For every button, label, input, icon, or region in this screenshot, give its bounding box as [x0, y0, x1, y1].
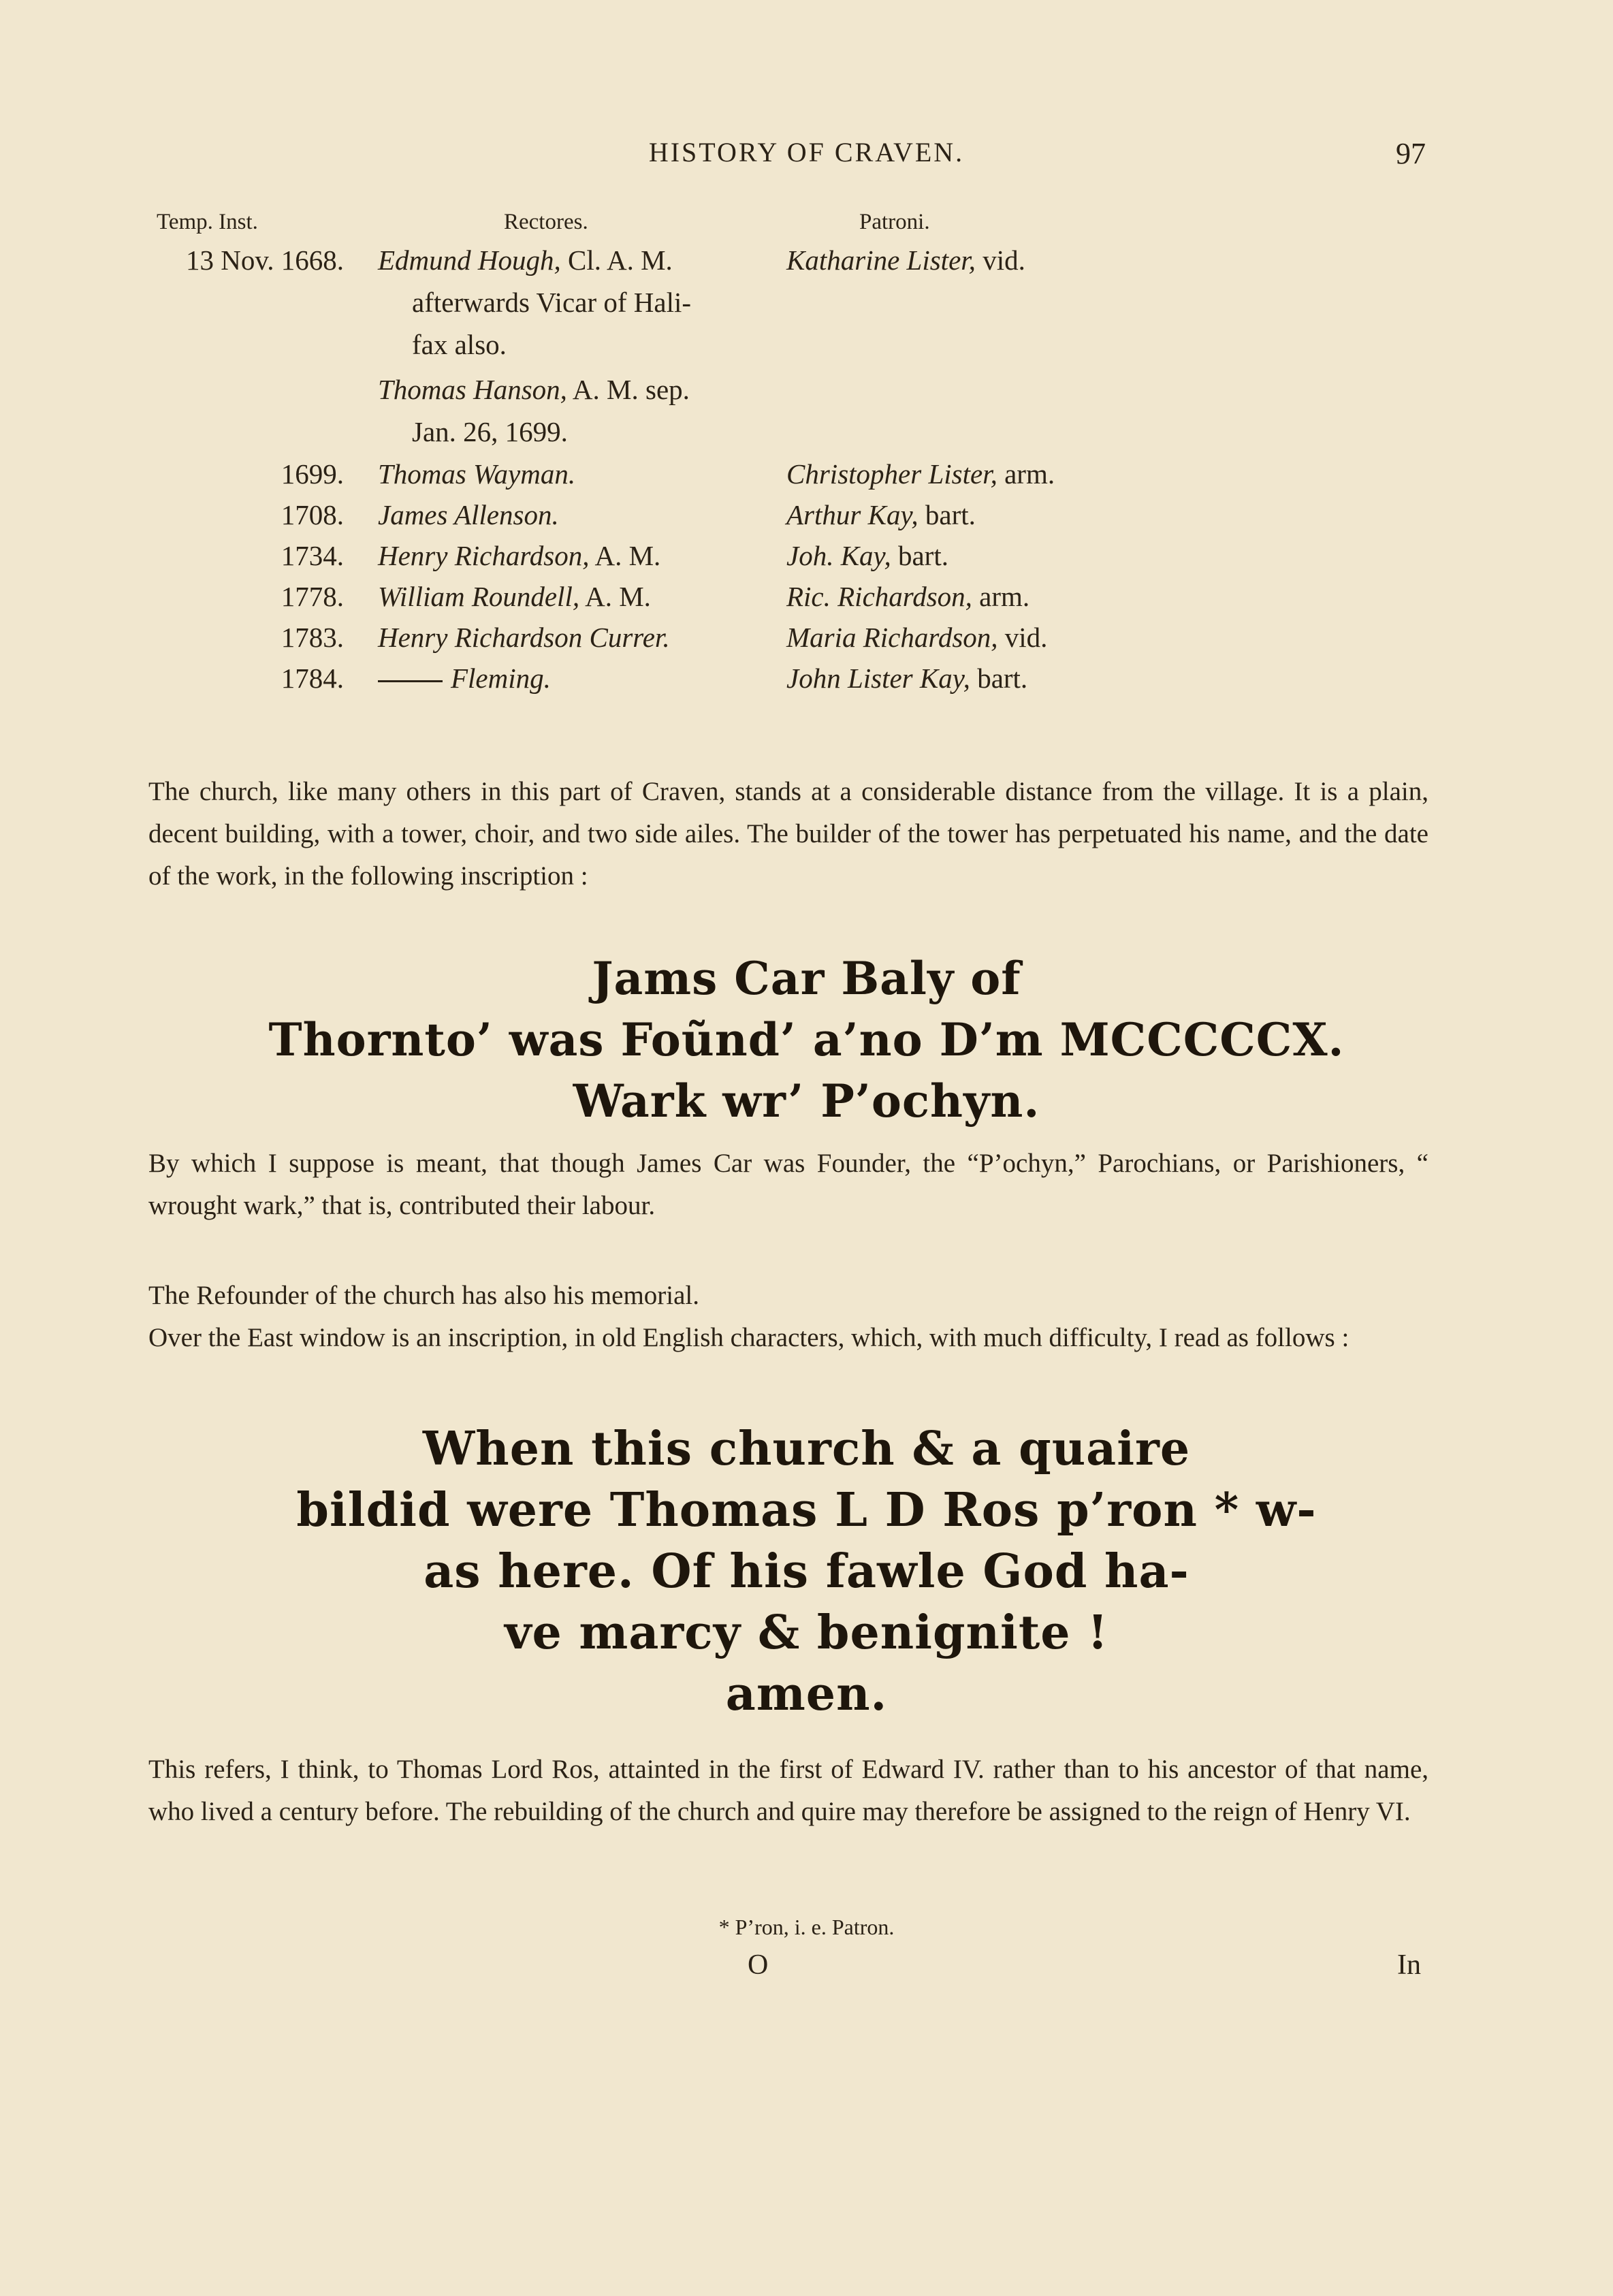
patron-name: Arthur Kay, [786, 499, 919, 530]
running-head [0, 136, 1613, 177]
running-title: HISTORY OF CRAVEN. [648, 137, 965, 168]
patron-name: Christopher Lister, [786, 458, 997, 490]
rector-continuation: fax also. [412, 329, 507, 360]
row-date: 1708. [281, 499, 344, 530]
rector-suffix: A. M. sep. [566, 374, 690, 405]
paragraph-refers: This refers, I think, to Thomas Lord Ros, attainted in the first of Edward IV. rather than to his ancestor of that name, who lived a century before. The rebuilding of the church and quire may therefore be assigned to the reign of Henry VI. [148, 1755, 1428, 1826]
row-date: 1699. [281, 458, 344, 490]
footnote: * P’ron, i. e. Patron. [718, 1915, 895, 1939]
paragraph-suppose: By which I suppose is meant, that though James Car was Founder, the “P’ochyn,” Parochians, or Parishioners, “ wrought wark,” that is, contributed their labour. [148, 1149, 1428, 1220]
rector-name: Thomas Wayman. [378, 458, 576, 490]
rector-name: Thomas Hanson, [378, 374, 567, 405]
row-rector [378, 621, 670, 654]
row-patron [786, 580, 1029, 613]
table-row [0, 580, 1613, 622]
row-patron [786, 662, 1027, 695]
rector-name: William Roundell, [378, 581, 580, 612]
signature-mark: O [748, 1949, 769, 1981]
inscription-line: amen. [725, 1667, 888, 1721]
row-patron [786, 539, 948, 572]
patron-suffix: bart. [970, 663, 1028, 694]
row-patron [786, 244, 1025, 276]
table-row [0, 662, 1613, 704]
patron-suffix: bart. [891, 540, 948, 571]
inscription-line: ve marcy & benignite ! [504, 1606, 1109, 1660]
row-date: 1734. [281, 540, 344, 571]
column-header-temp-inst: Temp. Inst. [157, 210, 258, 234]
table-row [0, 621, 1613, 663]
page-number: 97 [1396, 137, 1426, 170]
inscription-line: Wark wr’ P’ochyn. [573, 1074, 1040, 1128]
row-date: 1783. [281, 622, 344, 653]
column-header-rectores: Rectores. [504, 210, 588, 234]
paragraph-refounder: The Refounder of the church has also his memorial. [148, 1281, 700, 1310]
patron-name: Ric. Richardson, [786, 581, 972, 612]
rector-suffix: Cl. A. M. [560, 244, 673, 276]
row-patron [786, 498, 976, 531]
patron-suffix: arm. [997, 458, 1055, 490]
rector-continuation: Jan. 26, 1699. [412, 416, 568, 447]
rector-name: Fleming. [451, 663, 551, 694]
inscription-line: bildid were Thomas L D Ros p’ron * w- [296, 1483, 1317, 1537]
patron-name: Maria Richardson, [786, 622, 998, 653]
table-row [0, 458, 1613, 500]
table-row [0, 373, 1613, 415]
catchword: In [1397, 1949, 1421, 1981]
rector-name: Henry Richardson Currer. [378, 622, 670, 653]
rector-continuation: afterwards Vicar of Hali- [412, 287, 691, 318]
inscription-line: When this church & a quaire [422, 1422, 1191, 1476]
column-header-patroni: Patroni. [859, 210, 930, 234]
inscription-line: Jams Car Baly of [592, 952, 1021, 1005]
paragraph-east-window: Over the East window is an inscription, in old English characters, which, with much difficulty, I read as follows : [148, 1323, 1350, 1352]
row-date: 1778. [281, 581, 344, 612]
patron-suffix: arm. [972, 581, 1030, 612]
row-rector [378, 580, 651, 613]
rector-suffix: A. M. [579, 581, 651, 612]
patron-name: Joh. Kay, [786, 540, 891, 571]
patron-name: Katharine Lister, [786, 244, 976, 276]
row-rector [378, 662, 551, 695]
rector-name: Henry Richardson, [378, 540, 590, 571]
patron-suffix: bart. [918, 499, 976, 530]
patron-suffix: vid. [997, 622, 1048, 653]
patron-name: John Lister Kay, [786, 663, 970, 694]
table-row [0, 244, 1613, 286]
inscription-line: as here. Of his fawle God ha- [424, 1544, 1189, 1599]
row-patron [786, 458, 1055, 490]
rector-name: James Allenson. [378, 499, 559, 530]
inscription-line: Thornto’ was Foũnd’ a’no D’m MCCCCCX. [268, 1013, 1345, 1066]
row-rector [378, 498, 559, 531]
row-rector [378, 373, 690, 406]
blank-name-dash [378, 680, 443, 682]
row-patron [786, 621, 1047, 654]
row-rector [378, 539, 660, 572]
patron-suffix: vid. [975, 244, 1025, 276]
row-date: 13 Nov. 1668. [186, 244, 344, 276]
row-date: 1784. [281, 663, 344, 694]
row-rector [378, 244, 673, 276]
rector-suffix: A. M. [589, 540, 661, 571]
row-rector [378, 458, 575, 490]
paragraph-church: The church, like many others in this part of Craven, stands at a considerable distance from the village. It is a plain, decent building, with a tower, choir, and two side ailes. The builder of the tower has perpetuated his name, and the date of the work, in the following inscription : [148, 777, 1428, 891]
rector-name: Edmund Hough, [378, 244, 561, 276]
table-row [0, 498, 1613, 541]
table-row [0, 539, 1613, 581]
